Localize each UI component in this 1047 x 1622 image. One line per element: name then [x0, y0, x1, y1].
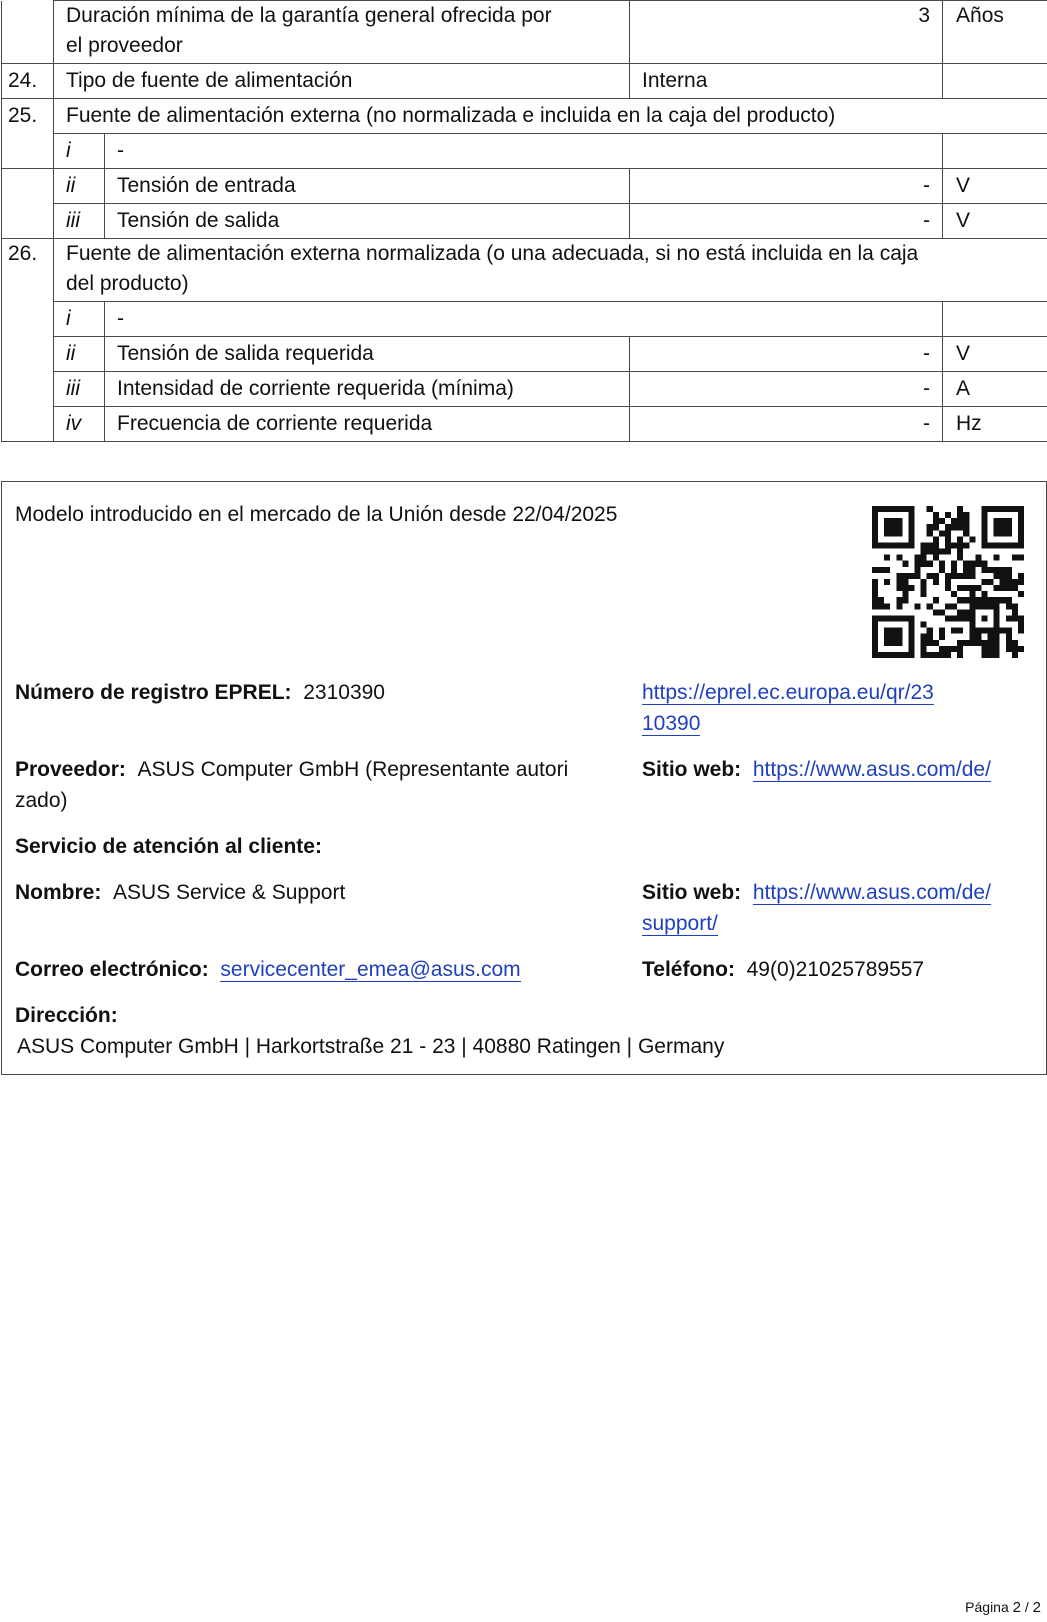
sub-unit: A: [943, 372, 1047, 407]
sub-roman: iv: [54, 407, 105, 442]
row-number: [2, 1, 54, 64]
table-row: [2, 64, 1047, 99]
email-field: [15, 954, 521, 985]
sub-unit: Hz: [943, 407, 1047, 442]
service-name-field: [15, 877, 345, 908]
sub-unit: V: [943, 204, 1047, 239]
sub-label: Tensión de salida requerida: [105, 337, 630, 372]
sub-label: Frecuencia de corriente requerida: [105, 407, 630, 442]
phone-field: [642, 954, 924, 985]
sub-label: Tensión de entrada: [105, 169, 630, 204]
sub-roman: ii: [54, 169, 105, 204]
sub-unit: V: [943, 337, 1047, 372]
spec-table: [1, 0, 1047, 442]
row-number: 24.: [2, 64, 54, 99]
row-label: Fuente de alimentación externa normalizada (o una adecuada, si no está incluida en la caja del producto): [54, 239, 1047, 302]
row-label: Duración mínima de la garantía general ofrecida por el proveedor: [54, 1, 630, 64]
table-row: [2, 204, 1047, 239]
supplier-website-link[interactable]: https://www.asus.com/de/: [752, 758, 991, 781]
sub-value: -: [630, 337, 943, 372]
sub-label: Intensidad de corriente requerida (mínima): [105, 372, 630, 407]
eprel-value: 2310390: [303, 681, 385, 704]
row-value: 3: [630, 1, 943, 64]
page-separator: /: [1024, 1599, 1029, 1615]
table-row: [2, 134, 1047, 169]
address-value: ASUS Computer GmbH | Harkortstraße 21 - 23 | 40880 Ratingen | Germany: [17, 1035, 725, 1058]
row-number: [2, 372, 54, 407]
website-label: Sitio web:: [642, 758, 742, 781]
row-number: [2, 204, 54, 239]
row-label: Tipo de fuente de alimentación: [54, 64, 630, 99]
row-number: [2, 302, 54, 337]
sub-roman: ii: [54, 337, 105, 372]
page-indicator: [965, 1599, 1041, 1616]
row-unit: Años: [943, 1, 1047, 64]
eprel-label: Número de registro EPREL:: [15, 681, 292, 704]
sub-roman: iii: [54, 204, 105, 239]
phone-label: Teléfono:: [642, 958, 735, 981]
supplier-value-line1: ASUS Computer GmbH (Representante autori: [137, 758, 569, 781]
sub-value: -: [630, 204, 943, 239]
sub-value: -: [630, 372, 943, 407]
row-number: 25.: [2, 99, 54, 134]
service-website-field: [642, 877, 991, 939]
sub-roman: iii: [54, 372, 105, 407]
supplier-label: Proveedor:: [15, 758, 126, 781]
table-row: [2, 407, 1047, 442]
row-number: 26.: [2, 239, 54, 302]
name-value: ASUS Service & Support: [113, 881, 346, 904]
supplier-value-line2: zado): [15, 789, 68, 812]
row-number: [2, 407, 54, 442]
row-number: [2, 134, 54, 169]
service-website-link-cont[interactable]: support/: [642, 912, 718, 935]
table-row: [2, 99, 1047, 134]
address-label: Dirección:: [15, 1004, 118, 1027]
sub-label: -: [105, 134, 943, 169]
sub-unit: [943, 134, 1047, 169]
service-website-link[interactable]: https://www.asus.com/de/: [752, 881, 991, 904]
email-link[interactable]: servicecenter_emea@asus.com: [220, 958, 521, 981]
sub-value: -: [630, 407, 943, 442]
row-unit: [943, 64, 1047, 99]
website-label: Sitio web:: [642, 881, 742, 904]
table-row: [2, 372, 1047, 407]
sub-value: -: [630, 169, 943, 204]
qr-code-icon[interactable]: [872, 506, 1024, 658]
table-row: [2, 302, 1047, 337]
row-number: [2, 169, 54, 204]
supplier-website-field: [642, 754, 991, 785]
sub-roman: i: [54, 134, 105, 169]
table-row: [2, 239, 1047, 302]
name-label: Nombre:: [15, 881, 102, 904]
eprel-link[interactable]: https://eprel.ec.europa.eu/qr/23 10390: [642, 681, 934, 735]
phone-value: 49(0)21025789557: [746, 958, 925, 981]
sub-unit: V: [943, 169, 1047, 204]
page-current: 2: [1012, 1599, 1021, 1616]
table-row: [2, 1, 1047, 64]
page-total: 2: [1032, 1599, 1041, 1616]
product-info-box: [1, 481, 1047, 1075]
model-intro-text: Modelo introducido en el mercado de la Unión desde 22/04/2025: [15, 503, 618, 526]
sub-label: Tensión de salida: [105, 204, 630, 239]
table-row: [2, 337, 1047, 372]
supplier-field: [15, 754, 568, 816]
row-number: [2, 337, 54, 372]
sub-unit: [943, 302, 1047, 337]
page-word: Página: [965, 1599, 1009, 1615]
table-row: [2, 169, 1047, 204]
sub-label: -: [105, 302, 943, 337]
eprel-field: [15, 677, 385, 708]
row-value: Interna: [630, 64, 943, 99]
sub-roman: i: [54, 302, 105, 337]
row-label: Fuente de alimentación externa (no normalizada e incluida en la caja del producto): [54, 99, 1047, 134]
customer-service-heading: Servicio de atención al cliente:: [15, 835, 322, 858]
email-label: Correo electrónico:: [15, 958, 209, 981]
